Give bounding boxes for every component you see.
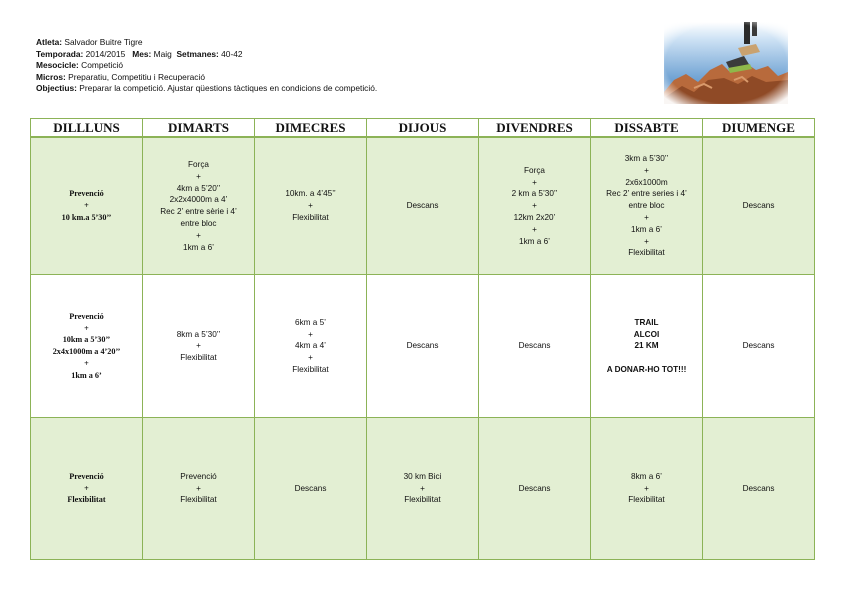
athlete-name: Salvador Buitre Tigre: [64, 37, 143, 47]
trail-runner-photo: [664, 22, 788, 104]
session-line: 8km a 6’: [631, 471, 662, 481]
session-line: +: [196, 341, 201, 351]
session-line: Prevenció: [180, 471, 217, 481]
day-header-tuesday: DIMARTS: [143, 119, 255, 138]
race-session-cell: [591, 275, 703, 418]
session-line: 12km 2x20’: [513, 213, 556, 223]
week-row-1: [31, 137, 815, 275]
session-line: Descans: [294, 483, 327, 493]
session-line: Descans: [518, 483, 551, 493]
day-header-thursday: DIJOUS: [367, 119, 479, 138]
session-line: Descans: [406, 341, 439, 351]
session-cell: [479, 137, 591, 275]
session-line: 8km a 5’30’’: [176, 329, 221, 339]
session-line: ALCOI: [633, 329, 660, 339]
session-line: Prevenció: [69, 311, 104, 321]
session-line: 6km a 5’: [295, 317, 326, 327]
athlete-info: [36, 37, 377, 95]
session-line: +: [196, 483, 201, 493]
session-line: entre bloc: [628, 201, 665, 211]
session-line: Descans: [742, 341, 775, 351]
session-line: 3km a 5’30’’: [624, 154, 669, 164]
session-cell: [591, 137, 703, 275]
session-line: A DONAR-HO TOT!!!: [606, 364, 687, 374]
session-line: +: [196, 230, 201, 240]
session-cell: [367, 418, 479, 560]
athlete-line: Atleta: Salvador Buitre Tigre: [36, 37, 143, 47]
objectives-line: Objectius: Preparar la competició. Ajustar qüestions tàctiques en condicions de competició.: [36, 83, 378, 94]
session-line: +: [644, 213, 649, 223]
session-line: Descans: [406, 201, 439, 211]
season-line: Temporada: 2014/2015 Mes: Maig Setmanes: 40-42: [36, 48, 243, 59]
session-line: +: [84, 323, 89, 333]
session-cell: [703, 137, 815, 275]
session-line: +: [420, 483, 425, 493]
day-header-monday: DILLLUNS: [31, 119, 143, 138]
session-line: 1km a 6’: [519, 236, 550, 246]
session-line: Flexibilitat: [67, 495, 106, 505]
session-line: Descans: [518, 341, 551, 351]
session-cell: [479, 275, 591, 418]
session-line: Flexibilitat: [292, 364, 329, 374]
session-line: entre bloc: [180, 218, 217, 228]
session-line: +: [196, 171, 201, 181]
mesocycle-line: Mesocicle: Competició: [36, 60, 124, 71]
session-line: Prevenció: [69, 189, 104, 199]
session-line: Força: [524, 165, 545, 175]
session-line: Rec 2’ entre sèrie i 4’: [160, 207, 237, 217]
session-line: 2x6x1000m: [625, 177, 668, 187]
micro-line: Micros: Preparatiu, Competitiu i Recuperació: [36, 71, 205, 82]
session-cell: [143, 418, 255, 560]
session-line: Flexibilitat: [180, 495, 217, 505]
session-line: 4km a 4’: [295, 341, 326, 351]
session-line: +: [84, 483, 89, 493]
training-plan-table: [30, 118, 815, 560]
session-line: TRAIL: [634, 317, 659, 327]
day-header-friday: DIVENDRES: [479, 119, 591, 138]
session-line: [595, 352, 698, 364]
session-line: 30 km Bici: [403, 471, 442, 481]
day-header-wednesday: DIMECRES: [255, 119, 367, 138]
day-header-saturday: DISSABTE: [591, 119, 703, 138]
session-cell: [703, 275, 815, 418]
session-line: +: [532, 201, 537, 211]
session-line: +: [644, 236, 649, 246]
week-row-3: [31, 418, 815, 560]
session-line: Flexibilitat: [292, 213, 329, 223]
session-cell: [703, 418, 815, 560]
session-line: 10km. a 4’45’’: [285, 189, 336, 199]
session-line: Flexibilitat: [180, 353, 217, 363]
session-cell: [143, 137, 255, 275]
session-cell: [143, 275, 255, 418]
session-line: 2 km a 5’30’’: [511, 189, 558, 199]
day-header-sunday: DIUMENGE: [703, 119, 815, 138]
session-line: +: [84, 359, 89, 369]
session-line: Força: [188, 159, 209, 169]
session-cell: [367, 137, 479, 275]
session-line: +: [644, 483, 649, 493]
trail-runner-image: [664, 22, 788, 104]
session-line: +: [308, 201, 313, 211]
session-line: +: [308, 353, 313, 363]
session-cell: [367, 275, 479, 418]
session-cell: [255, 418, 367, 560]
session-line: 1km a 6’: [71, 370, 102, 380]
session-line: +: [532, 177, 537, 187]
session-cell: [31, 137, 143, 275]
day-header-row: [31, 119, 815, 138]
session-line: Flexibilitat: [404, 495, 441, 505]
session-line: 1km a 6’: [183, 242, 214, 252]
session-line: 4km a 5’20’’: [176, 183, 221, 193]
session-cell: [255, 275, 367, 418]
session-line: +: [84, 201, 89, 211]
session-line: Descans: [742, 483, 775, 493]
session-line: 2x4x1000m a 4’20’’: [52, 347, 121, 357]
session-cell: [479, 418, 591, 560]
session-line: +: [308, 329, 313, 339]
session-cell: [255, 137, 367, 275]
session-line: Flexibilitat: [628, 495, 665, 505]
session-cell: [591, 418, 703, 560]
session-line: 10km a 5’30’’: [62, 335, 111, 345]
session-line: Descans: [742, 201, 775, 211]
session-line: +: [532, 224, 537, 234]
session-cell: [31, 275, 143, 418]
session-line: 1km a 6’: [631, 224, 662, 234]
session-line: Prevenció: [69, 471, 104, 481]
week-row-2: [31, 275, 815, 418]
session-line: 10 km.a 5’30’’: [61, 213, 112, 223]
session-line: Rec 2’ entre series i 4’: [606, 189, 687, 199]
session-line: Flexibilitat: [628, 248, 665, 258]
session-line: 2x2x4000m a 4’: [169, 195, 228, 205]
session-line: +: [644, 165, 649, 175]
session-line: 21 KM: [634, 341, 659, 351]
session-cell: [31, 418, 143, 560]
